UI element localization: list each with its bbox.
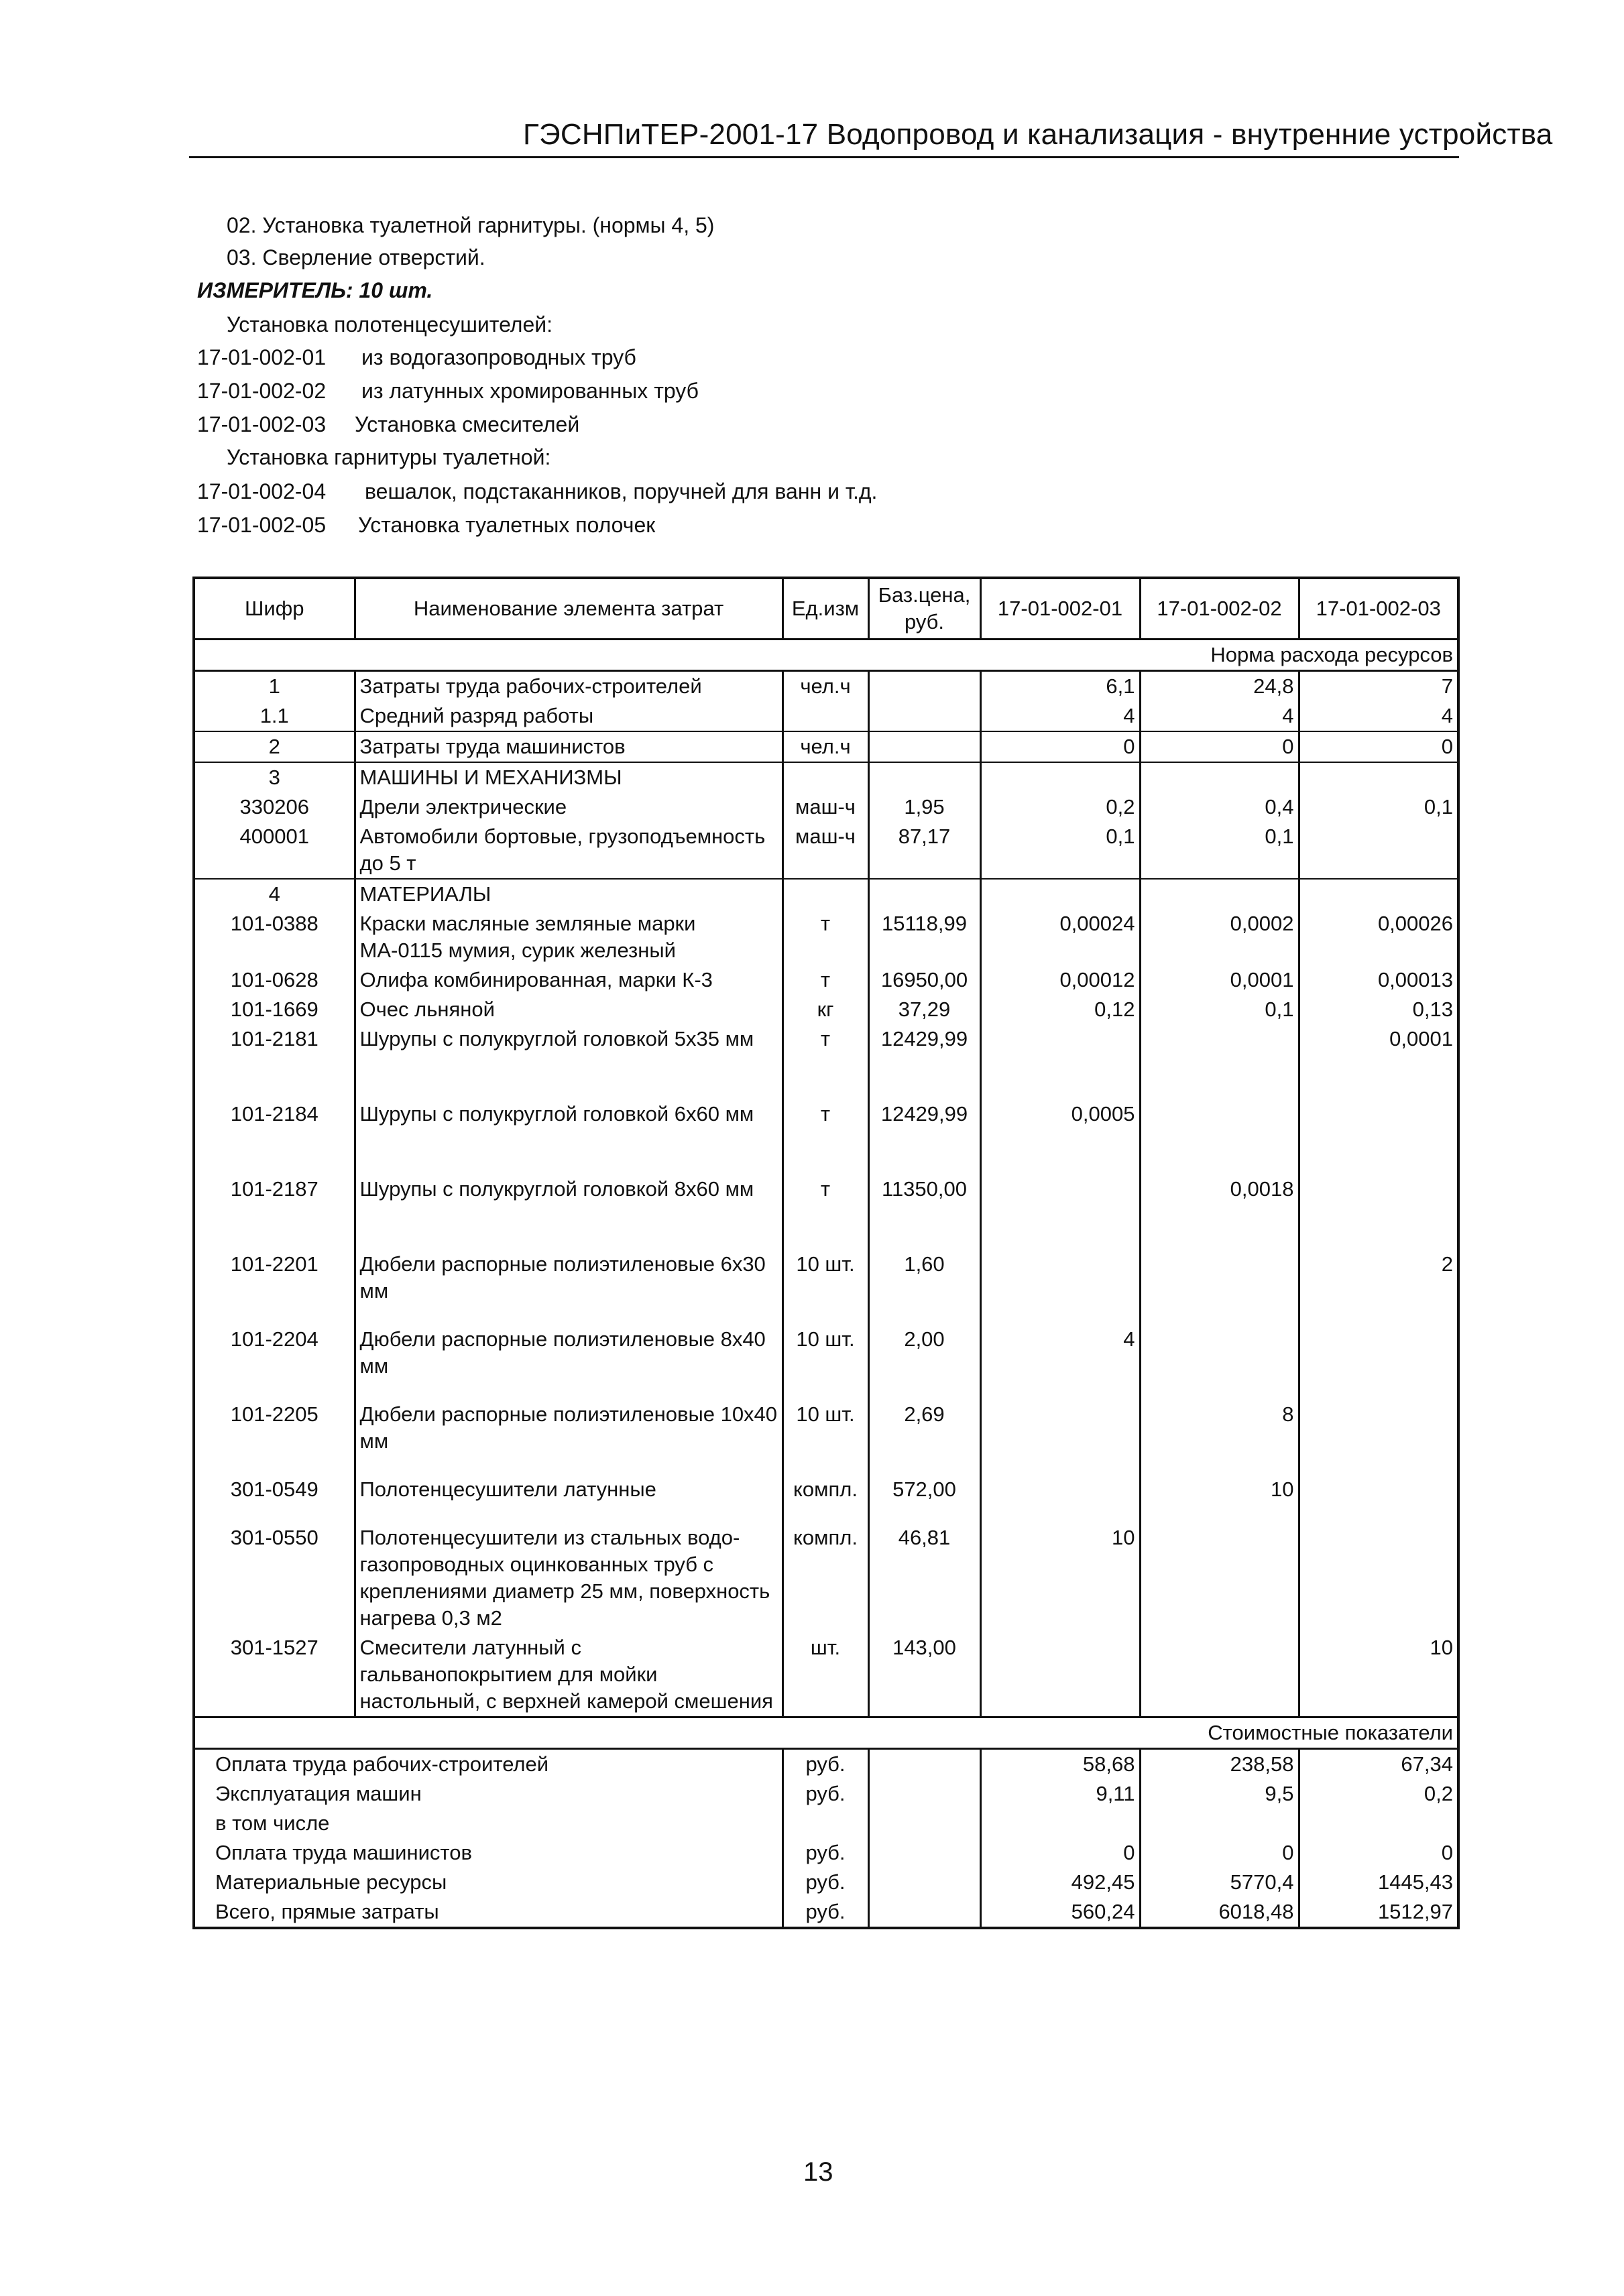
row-value-3: 0,13 <box>1299 995 1458 1024</box>
row-price: 15118,99 <box>868 909 980 965</box>
table-row <box>194 731 1458 762</box>
row-value-2 <box>1140 1250 1299 1325</box>
table-row <box>194 995 1458 1024</box>
summary-price-empty <box>868 1749 980 1780</box>
row-name: Олифа комбинированная, марки К-3 <box>355 965 782 995</box>
row-price: 87,17 <box>868 822 980 879</box>
summary-row <box>194 1868 1458 1897</box>
item-text: из латунных хромированных труб <box>361 379 699 403</box>
summary-value-1: 9,11 <box>980 1779 1140 1809</box>
row-value-3 <box>1299 1325 1458 1400</box>
row-code: 101-2204 <box>194 1325 355 1400</box>
row-code: 1.1 <box>194 701 355 731</box>
row-unit: маш-ч <box>782 822 868 879</box>
row-unit: маш-ч <box>782 792 868 822</box>
row-value-3 <box>1299 1099 1458 1174</box>
table-row <box>194 909 1458 965</box>
row-price: 143,00 <box>868 1633 980 1717</box>
summary-value-3: 1512,97 <box>1299 1897 1458 1928</box>
row-value-2 <box>1140 1024 1299 1099</box>
summary-row <box>194 1838 1458 1868</box>
summary-row <box>194 1809 1458 1838</box>
summary-value-2 <box>1140 1809 1299 1838</box>
row-unit: чел.ч <box>782 731 868 762</box>
row-name: Краски масляные земляные марки МА-0115 мумия, сурик железный <box>355 909 782 965</box>
row-price: 11350,00 <box>868 1174 980 1250</box>
row-value-2: 0,4 <box>1140 792 1299 822</box>
row-name: МАШИНЫ И МЕХАНИЗМЫ <box>355 762 782 792</box>
row-value-3 <box>1299 1523 1458 1633</box>
row-unit: 10 шт. <box>782 1325 868 1400</box>
summary-label: Материальные ресурсы <box>194 1868 782 1897</box>
row-value-2: 24,8 <box>1140 671 1299 702</box>
row-name: Шурупы с полукруглой головкой 6x60 мм <box>355 1099 782 1174</box>
row-value-3: 0,00013 <box>1299 965 1458 995</box>
row-value-1 <box>980 1024 1140 1099</box>
row-code: 101-2181 <box>194 1024 355 1099</box>
row-price: 16950,00 <box>868 965 980 995</box>
table-row <box>194 1250 1458 1325</box>
summary-value-3: 67,34 <box>1299 1749 1458 1780</box>
summary-price-empty <box>868 1809 980 1838</box>
intro-item <box>197 345 636 370</box>
summary-value-1 <box>980 1809 1140 1838</box>
col-header-code: Шифр <box>194 578 355 640</box>
summary-value-3: 1445,43 <box>1299 1868 1458 1897</box>
row-value-1 <box>980 762 1140 792</box>
row-value-1: 0,00024 <box>980 909 1140 965</box>
summary-value-3: 0 <box>1299 1838 1458 1868</box>
cost-band-row <box>194 1717 1458 1749</box>
row-value-2: 0,0018 <box>1140 1174 1299 1250</box>
resource-table <box>192 577 1460 1929</box>
summary-value-3: 0,2 <box>1299 1779 1458 1809</box>
summary-value-2: 9,5 <box>1140 1779 1299 1809</box>
row-name: Дюбели распорные полиэтиленовые 6х30 мм <box>355 1250 782 1325</box>
row-value-2 <box>1140 1633 1299 1717</box>
norm-band-label: Норма расхода ресурсов <box>194 640 1458 671</box>
summary-label: Эксплуатация машин <box>194 1779 782 1809</box>
summary-row <box>194 1897 1458 1928</box>
row-code: 101-0628 <box>194 965 355 995</box>
summary-value-1: 0 <box>980 1838 1140 1868</box>
row-name: Шурупы с полукруглой головкой 8x60 мм <box>355 1174 782 1250</box>
row-code: 101-2201 <box>194 1250 355 1325</box>
row-value-1 <box>980 1633 1140 1717</box>
row-value-3: 0 <box>1299 731 1458 762</box>
row-value-2 <box>1140 762 1299 792</box>
row-value-3 <box>1299 822 1458 879</box>
summary-unit: руб. <box>782 1749 868 1780</box>
row-price: 2,00 <box>868 1325 980 1400</box>
table-row <box>194 1024 1458 1099</box>
item-text: вешалок, подстаканников, поручней для ванн и т.д. <box>365 479 878 503</box>
row-price: 572,00 <box>868 1475 980 1523</box>
row-name: Дюбели распорные полиэтиленовые 10х40 мм <box>355 1400 782 1475</box>
table-row <box>194 822 1458 879</box>
row-name: Дрели электрические <box>355 792 782 822</box>
table-row <box>194 792 1458 822</box>
row-value-1: 0,1 <box>980 822 1140 879</box>
row-price <box>868 701 980 731</box>
row-value-1 <box>980 1475 1140 1523</box>
row-code: 3 <box>194 762 355 792</box>
row-value-2: 10 <box>1140 1475 1299 1523</box>
row-value-2 <box>1140 1523 1299 1633</box>
table-row <box>194 1325 1458 1400</box>
summary-unit <box>782 1809 868 1838</box>
row-value-2: 0 <box>1140 731 1299 762</box>
table-header-row <box>194 578 1458 640</box>
row-code: 2 <box>194 731 355 762</box>
row-value-3: 10 <box>1299 1633 1458 1717</box>
row-value-3 <box>1299 1400 1458 1475</box>
col-header-name: Наименование элемента затрат <box>355 578 782 640</box>
summary-price-empty <box>868 1897 980 1928</box>
summary-unit: руб. <box>782 1779 868 1809</box>
row-value-1: 10 <box>980 1523 1140 1633</box>
summary-value-2: 5770,4 <box>1140 1868 1299 1897</box>
summary-unit: руб. <box>782 1838 868 1868</box>
row-code: 4 <box>194 879 355 909</box>
row-code: 301-0550 <box>194 1523 355 1633</box>
row-name: Полотенцесушители из стальных водо-газопроводных оцинкованных труб с креплениями диаметр 25 мм, поверхность нагрева 0,3 м2 <box>355 1523 782 1633</box>
group-heading-1: Установка полотенцесушителей: <box>227 312 553 337</box>
row-value-1: 0 <box>980 731 1140 762</box>
summary-label: Оплата труда рабочих-строителей <box>194 1749 782 1780</box>
row-code: 301-1527 <box>194 1633 355 1717</box>
item-code: 17-01-002-02 <box>197 379 327 403</box>
row-value-3: 4 <box>1299 701 1458 731</box>
summary-value-1: 58,68 <box>980 1749 1140 1780</box>
row-value-3: 0,0001 <box>1299 1024 1458 1099</box>
item-text: Установка смесителей <box>355 412 580 436</box>
row-value-1: 0,0005 <box>980 1099 1140 1174</box>
row-name: Средний разряд работы <box>355 701 782 731</box>
row-price <box>868 731 980 762</box>
item-text: из водогазопроводных труб <box>361 345 636 369</box>
row-value-1: 4 <box>980 701 1140 731</box>
summary-row <box>194 1779 1458 1809</box>
item-code: 17-01-002-01 <box>197 345 327 369</box>
document-header-title: ГЭСНПиТЕР-2001-17 Водопровод и канализация - внутренние устройства <box>523 118 1553 151</box>
summary-value-2: 6018,48 <box>1140 1897 1299 1928</box>
table-row <box>194 1099 1458 1174</box>
row-unit: 10 шт. <box>782 1250 868 1325</box>
summary-value-3 <box>1299 1809 1458 1838</box>
row-price: 1,60 <box>868 1250 980 1325</box>
summary-row <box>194 1749 1458 1780</box>
summary-price-empty <box>868 1868 980 1897</box>
row-name: МАТЕРИАЛЫ <box>355 879 782 909</box>
row-price: 2,69 <box>868 1400 980 1475</box>
row-value-3: 7 <box>1299 671 1458 702</box>
summary-value-1: 560,24 <box>980 1897 1140 1928</box>
row-value-3: 0,00026 <box>1299 909 1458 965</box>
summary-value-2: 0 <box>1140 1838 1299 1868</box>
intro-item <box>197 479 877 504</box>
row-value-2: 4 <box>1140 701 1299 731</box>
row-code: 301-0549 <box>194 1475 355 1523</box>
group-heading-2: Установка гарнитуры туалетной: <box>227 445 551 469</box>
row-value-2: 0,1 <box>1140 995 1299 1024</box>
row-value-2 <box>1140 1099 1299 1174</box>
row-value-1 <box>980 1250 1140 1325</box>
summary-price-empty <box>868 1779 980 1809</box>
row-code: 101-0388 <box>194 909 355 965</box>
row-unit: т <box>782 1174 868 1250</box>
col-header-norm-2: 17-01-002-02 <box>1140 578 1299 640</box>
row-price <box>868 671 980 702</box>
table-row <box>194 1633 1458 1717</box>
intro-item <box>197 379 699 404</box>
row-value-2: 0,0002 <box>1140 909 1299 965</box>
col-header-price: Баз.цена, руб. <box>868 578 980 640</box>
row-code: 400001 <box>194 822 355 879</box>
row-value-1: 6,1 <box>980 671 1140 702</box>
row-name: Затраты труда рабочих-строителей <box>355 671 782 702</box>
row-name: Автомобили бортовые, грузоподъемность до 5 т <box>355 822 782 879</box>
row-price: 12429,99 <box>868 1024 980 1099</box>
summary-unit: руб. <box>782 1897 868 1928</box>
row-price: 46,81 <box>868 1523 980 1633</box>
item-text: Установка туалетных полочек <box>358 513 656 537</box>
summary-value-1: 492,45 <box>980 1868 1140 1897</box>
table-row <box>194 701 1458 731</box>
row-value-3 <box>1299 879 1458 909</box>
row-name: Дюбели распорные полиэтиленовые 8х40 мм <box>355 1325 782 1400</box>
row-code: 101-1669 <box>194 995 355 1024</box>
row-unit <box>782 879 868 909</box>
intro-line-1: 02. Установка туалетной гарнитуры. (нормы 4, 5) <box>227 213 715 237</box>
row-value-1: 0,00012 <box>980 965 1140 995</box>
row-value-1 <box>980 1174 1140 1250</box>
col-header-norm-1: 17-01-002-01 <box>980 578 1140 640</box>
cost-band-label: Стоимостные показатели <box>194 1717 1458 1749</box>
row-unit: компл. <box>782 1523 868 1633</box>
summary-value-2: 238,58 <box>1140 1749 1299 1780</box>
row-value-3 <box>1299 1475 1458 1523</box>
row-value-3 <box>1299 1174 1458 1250</box>
row-code: 330206 <box>194 792 355 822</box>
item-code: 17-01-002-03 <box>197 412 327 436</box>
row-unit <box>782 701 868 731</box>
col-header-norm-3: 17-01-002-03 <box>1299 578 1458 640</box>
row-value-3: 2 <box>1299 1250 1458 1325</box>
row-value-3: 0,1 <box>1299 792 1458 822</box>
row-value-1: 4 <box>980 1325 1140 1400</box>
row-name: Очес льняной <box>355 995 782 1024</box>
col-header-unit: Ед.изм <box>782 578 868 640</box>
measure-unit: ИЗМЕРИТЕЛЬ: 10 шт. <box>197 278 433 302</box>
row-unit: компл. <box>782 1475 868 1523</box>
row-unit: 10 шт. <box>782 1400 868 1475</box>
table-row <box>194 1475 1458 1523</box>
row-price: 1,95 <box>868 792 980 822</box>
row-unit: т <box>782 1024 868 1099</box>
table-row <box>194 1400 1458 1475</box>
row-code: 101-2205 <box>194 1400 355 1475</box>
table-row <box>194 671 1458 702</box>
row-value-2 <box>1140 879 1299 909</box>
row-unit: т <box>782 909 868 965</box>
row-name: Затраты труда машинистов <box>355 731 782 762</box>
intro-line-2: 03. Сверление отверстий. <box>227 245 485 269</box>
row-value-2 <box>1140 1325 1299 1400</box>
row-unit: шт. <box>782 1633 868 1717</box>
table-row <box>194 1523 1458 1633</box>
summary-unit: руб. <box>782 1868 868 1897</box>
row-name: Полотенцесушители латунные <box>355 1475 782 1523</box>
item-code: 17-01-002-05 <box>197 513 327 537</box>
summary-label: в том числе <box>194 1809 782 1838</box>
row-value-1: 0,12 <box>980 995 1140 1024</box>
row-value-1 <box>980 1400 1140 1475</box>
row-value-1 <box>980 879 1140 909</box>
header-rule <box>189 156 1459 158</box>
row-name: Смесители латунный с гальванопокрытием для мойки настольный, с верхней камерой смешения <box>355 1633 782 1717</box>
table-row <box>194 965 1458 995</box>
table-row <box>194 879 1458 909</box>
row-code: 101-2184 <box>194 1099 355 1174</box>
row-code: 1 <box>194 671 355 702</box>
row-unit <box>782 762 868 792</box>
row-unit: чел.ч <box>782 671 868 702</box>
row-unit: т <box>782 965 868 995</box>
summary-label: Всего, прямые затраты <box>194 1897 782 1928</box>
row-unit: т <box>782 1099 868 1174</box>
row-price: 12429,99 <box>868 1099 980 1174</box>
summary-price-empty <box>868 1838 980 1868</box>
row-price <box>868 879 980 909</box>
row-value-2: 0,1 <box>1140 822 1299 879</box>
row-name: Шурупы с полукруглой головкой 5x35 мм <box>355 1024 782 1099</box>
table-row <box>194 762 1458 792</box>
norm-band-row <box>194 640 1458 671</box>
row-price: 37,29 <box>868 995 980 1024</box>
row-value-1: 0,2 <box>980 792 1140 822</box>
intro-item <box>197 412 579 437</box>
item-code: 17-01-002-04 <box>197 479 327 503</box>
row-value-3 <box>1299 762 1458 792</box>
row-value-2: 8 <box>1140 1400 1299 1475</box>
summary-label: Оплата труда машинистов <box>194 1838 782 1868</box>
row-code: 101-2187 <box>194 1174 355 1250</box>
row-price <box>868 762 980 792</box>
page-number: 13 <box>803 2157 833 2187</box>
row-value-2: 0,0001 <box>1140 965 1299 995</box>
row-unit: кг <box>782 995 868 1024</box>
intro-item <box>197 513 655 538</box>
table-row <box>194 1174 1458 1250</box>
